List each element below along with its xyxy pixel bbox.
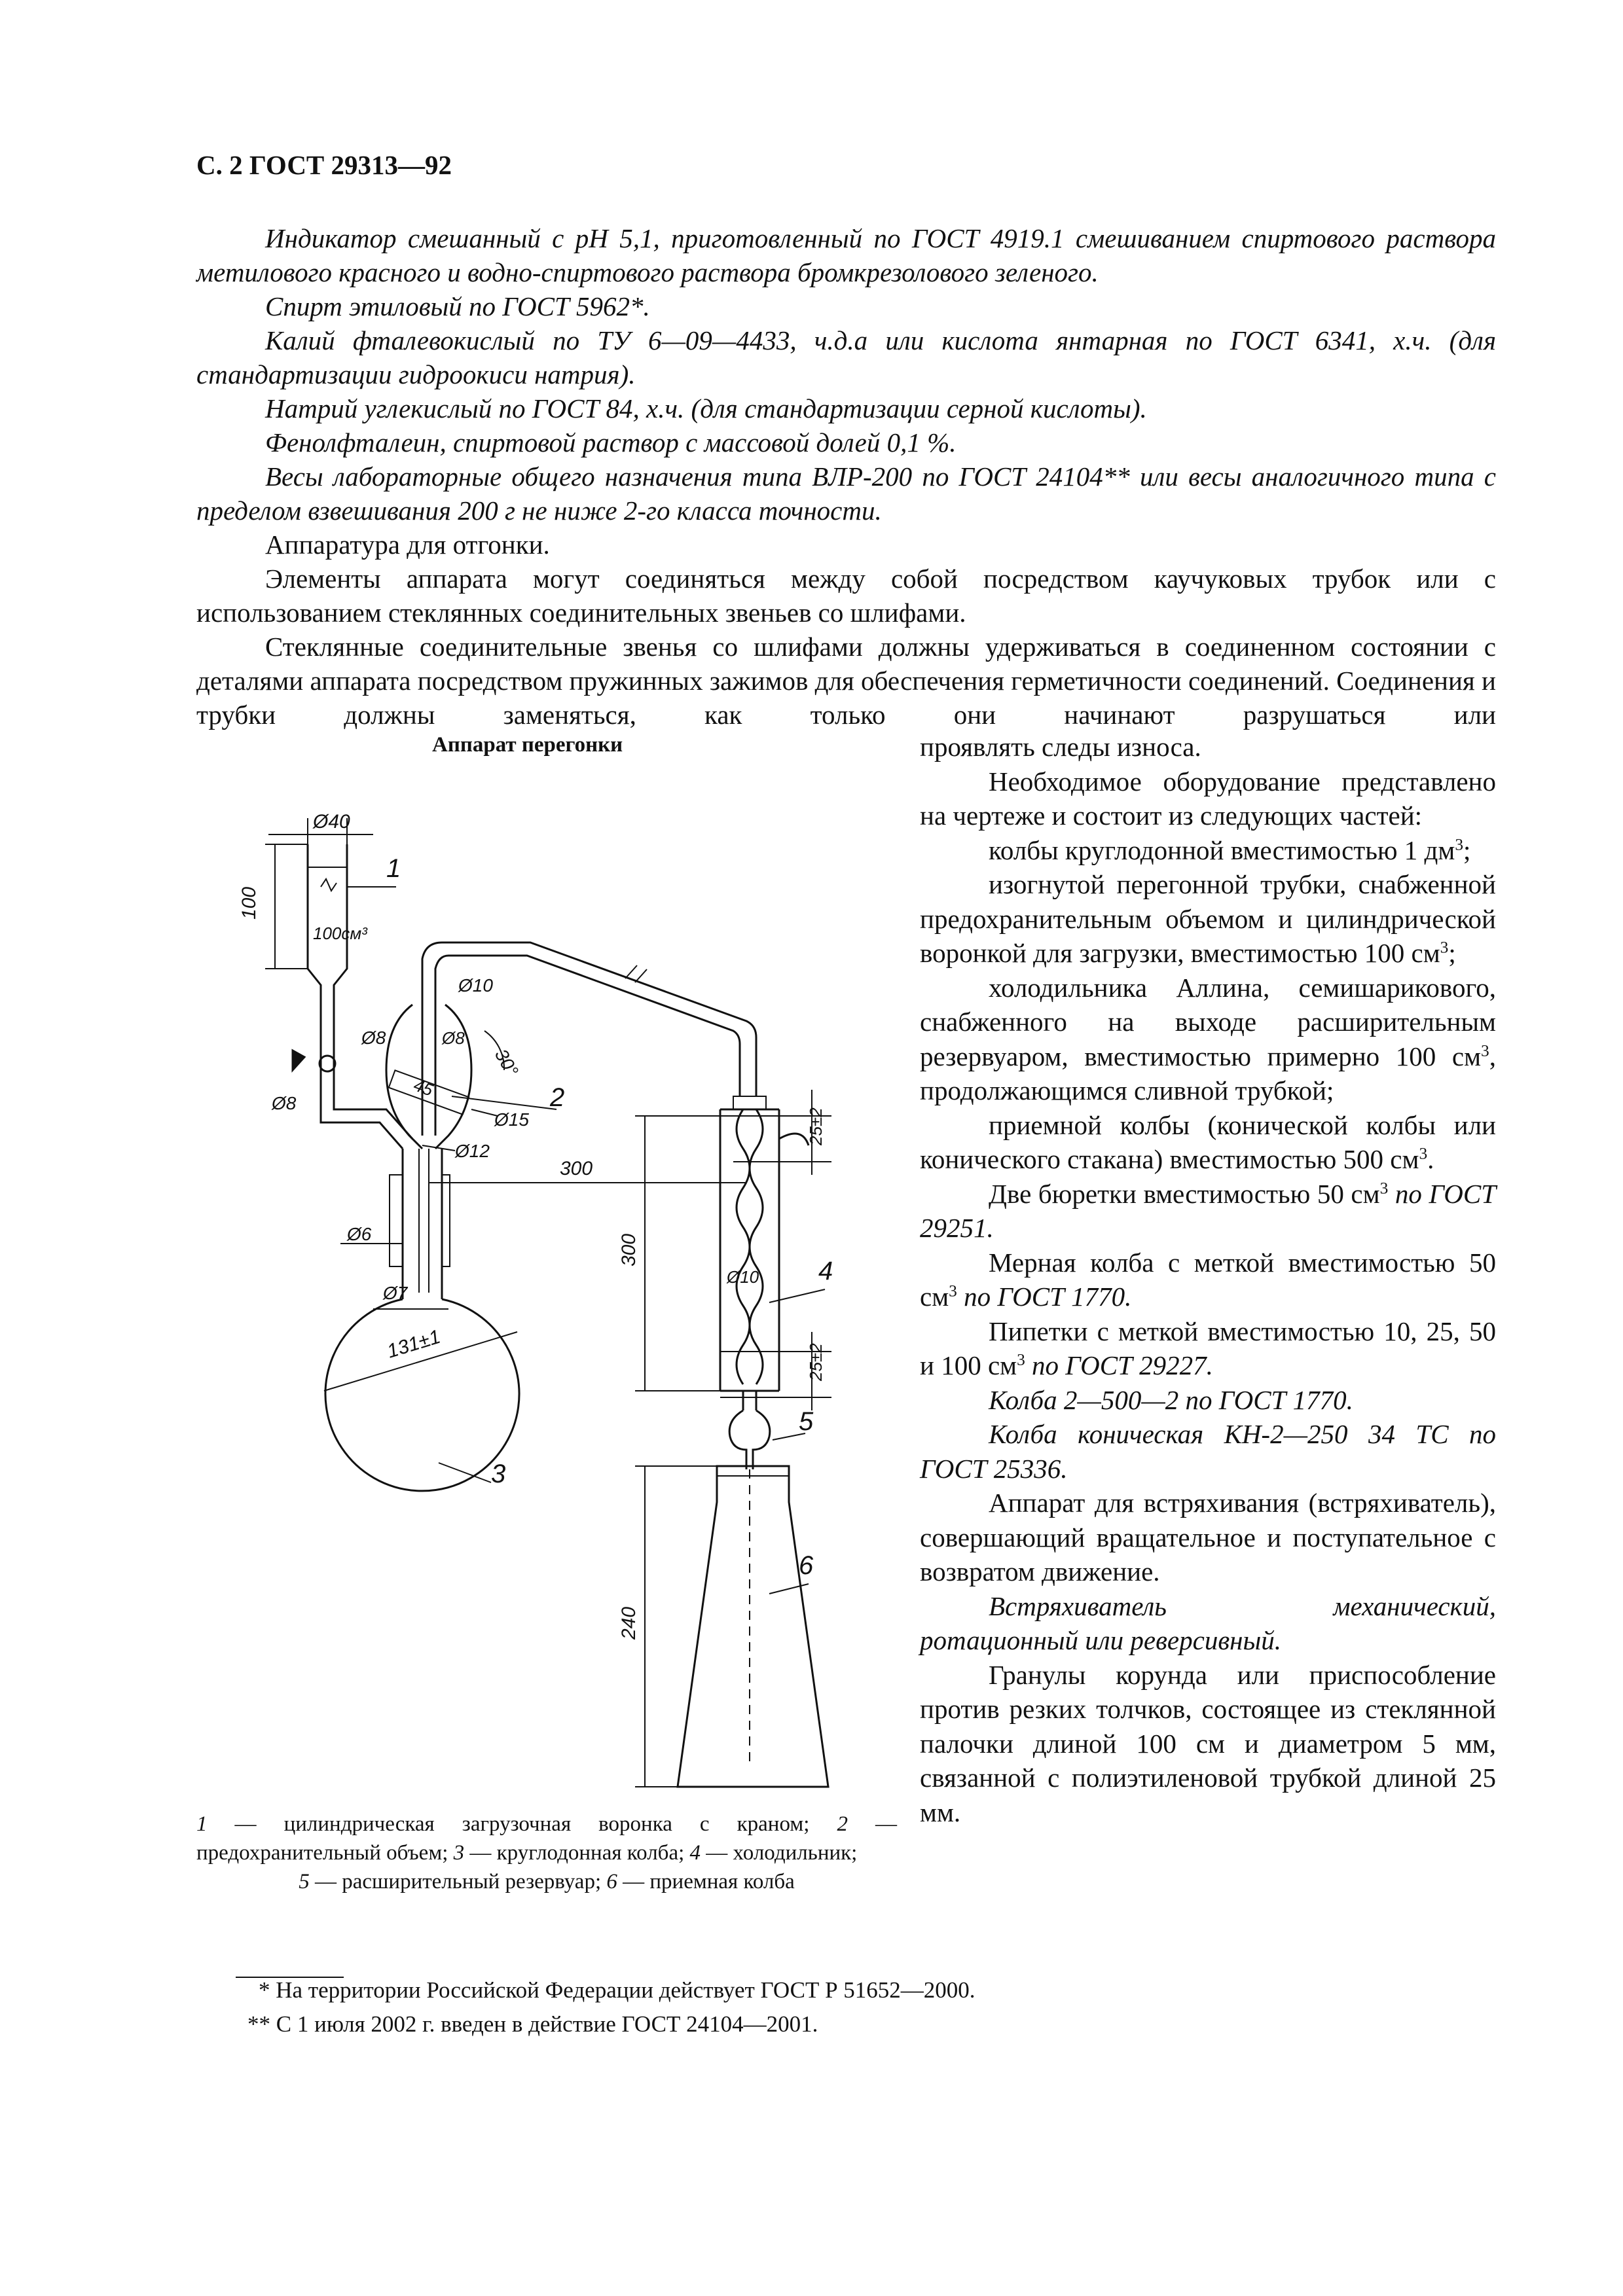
dim-d10-condenser: Ø10 <box>727 1267 759 1287</box>
caption-line-3 <box>196 1867 897 1896</box>
label-6: 6 <box>799 1551 814 1580</box>
paragraph-phenolphthalein: Фенолфталеин, спиртовой раствор с массовой долей 0,1 %. <box>265 427 957 457</box>
caption-text-3: — круглодонная колба; <box>464 1841 690 1865</box>
rc-wear: проявлять следы износа. <box>920 732 1201 762</box>
caption-num-3: 3 <box>453 1841 465 1865</box>
label-volume: 100см³ <box>313 924 367 943</box>
safety-volume <box>386 1005 471 1149</box>
dim-d8-top: Ø8 <box>361 1028 386 1048</box>
dim-angle: 30° <box>490 1045 522 1080</box>
rc-burettes: Две бюретки вместимостью 50 $см^3$ по ГОСТ 29251. <box>920 1178 1496 1243</box>
dim-d40: Ø40 <box>313 811 350 833</box>
rc-mechanical-shaker: Встряхиватель механический, ротационный или реверсивный. <box>920 1590 1496 1655</box>
caption-text-4: — холодильник; <box>701 1841 858 1865</box>
paragraph-potassium-phthalate: Калий фталевокислый по ТУ 6—09—4433, ч.д.а или кислота янтарная по ГОСТ 6341, х.ч. (для стандартизации гидроокиси натрия). <box>196 325 1496 389</box>
footnote-2: ** С 1 июля 2002 г. введен в действие ГОСТ 24104—2001. <box>247 2011 818 2037</box>
caption-num-1: 1 <box>196 1812 208 1836</box>
distillation-apparatus-diagram <box>216 782 910 1790</box>
rc-flask-2-500: Колба 2—500—2 по ГОСТ 1770. <box>989 1384 1353 1415</box>
page-header: С. 2 ГОСТ 29313—92 <box>196 150 452 180</box>
paragraph-scales: Весы лабораторные общего назначения типа ВЛР-200 по ГОСТ 24104** или весы аналогичного типа с пределом взвешивания 200 г не ниже 2-го класса точности. <box>196 461 1496 526</box>
dim-25-top: 25±2 <box>806 1107 826 1145</box>
dim-d12: Ø12 <box>455 1141 490 1161</box>
dim-25-bottom: 25±2 <box>806 1343 826 1381</box>
paragraph-glass-joints: Стеклянные соединительные звенья со шлифами должны удерживаться в соединенном состоянии с деталями аппарата посредством пружинных зажимов для обеспечения герметичности соединений. Соединения и трубки должны заменяться, как только они начинают разрушаться или <box>196 632 1496 730</box>
dim-d8-inner: Ø8 <box>442 1028 465 1048</box>
dim-240: 240 <box>618 1606 640 1640</box>
caption-text-5: — расширительный резервуар; <box>309 1870 607 1893</box>
figure-title: Аппарат перегонки <box>432 733 623 757</box>
dim-d131: 131±1 <box>384 1325 443 1363</box>
dim-d6: Ø6 <box>347 1224 372 1244</box>
caption-num-6: 6 <box>606 1870 617 1893</box>
rc-equipment: Необходимое оборудование представлено на чертеже и состоит из следующих частей: <box>920 766 1496 831</box>
caption-num-4: 4 <box>689 1841 701 1865</box>
paragraph-ethanol: Спирт этиловый по ГОСТ 5962*. <box>265 291 650 321</box>
dim-d8-left: Ø8 <box>272 1093 297 1113</box>
allihn-condenser <box>720 1096 809 1410</box>
rc-pipettes: Пипетки с меткой вместимостью 10, 25, 50 и 100 $см^3$ по ГОСТ 29227. <box>920 1316 1496 1380</box>
rc-round-flask: колбы круглодонной вместимостью 1 $дм^3$; <box>989 834 1471 865</box>
dim-d10: Ø10 <box>458 975 493 996</box>
caption-num-5: 5 <box>299 1870 310 1893</box>
dim-300-vertical: 300 <box>618 1233 640 1266</box>
right-column <box>920 730 1496 1829</box>
dim-300-horizontal: 300 <box>560 1158 593 1179</box>
dim-d7: Ø7 <box>383 1283 408 1303</box>
footnotes <box>196 1973 976 2041</box>
caption-text-1: — цилиндрическая загрузочная воронка с краном; <box>207 1812 837 1836</box>
label-1: 1 <box>386 854 401 883</box>
caption-num-2: 2 <box>837 1812 848 1836</box>
label-4: 4 <box>818 1257 833 1285</box>
rc-corundum: Гранулы корунда или приспособление против резких толчков, состоящее из стеклянной палочки длиной 100 см и диаметром 5 мм, связанной с полиэтиленовой трубкой длиной 25 мм. <box>920 1659 1496 1827</box>
paragraph-elements: Элементы аппарата могут соединяться между собой посредством каучуковых трубок или с использованием стеклянных соединительных звеньев со шлифами. <box>196 564 1496 628</box>
rc-volumetric-flask: Мерная колба с меткой вместимостью 50 $см^3$ по ГОСТ 1770. <box>920 1247 1496 1312</box>
rc-conical-flask: Колба коническая КН-2—250 34 ТС по ГОСТ 25336. <box>920 1419 1496 1484</box>
rc-distillation-tube: изогнутой перегонной трубки, снабженной предохранительным объемом и цилиндрической воронкой для загрузки, вместимостью 100 $см^3$; <box>920 869 1496 968</box>
rc-receiving-flask: приемной колбы (конической колбы или конического стакана) вместимостью 500 $см^3$. <box>920 1109 1496 1174</box>
paragraph-apparatus: Аппаратура для отгонки. <box>265 529 550 560</box>
caption-text-6: — приемная колба <box>617 1870 795 1893</box>
label-5: 5 <box>799 1407 814 1436</box>
body-text <box>196 221 1496 732</box>
footnote-1: * На территории Российской Федерации действует ГОСТ Р 51652—2000. <box>259 1977 976 2003</box>
caption-text-2: — предохранительный объем; <box>196 1812 898 1865</box>
dim-d15: Ø15 <box>494 1109 529 1130</box>
rc-shaker: Аппарат для встряхивания (встряхиватель), совершающий вращательное и поступательное с возвратом движение. <box>920 1488 1496 1587</box>
label-3: 3 <box>491 1460 506 1488</box>
dim-h100: 100 <box>238 886 260 920</box>
loading-funnel <box>293 844 347 1096</box>
paragraph-sodium-carbonate: Натрий углекислый по ГОСТ 84, х.ч. (для стандартизации серной кислоты). <box>265 393 1147 423</box>
rc-condenser: холодильника Аллина, семишарикового, снабженного на выходе расширительным резервуаром, вместимостью примерно 100 $см^3$, продолжающимся сливной трубкой; <box>920 972 1496 1105</box>
figure-caption <box>196 1810 897 1896</box>
dim-45: 45 <box>410 1075 436 1100</box>
paragraph-indicator: Индикатор смешанный с рН 5,1, приготовленный по ГОСТ 4919.1 смешиванием спиртового раствора метилового красного и водно-спиртового раствора бромкрезолового зеленого. <box>196 223 1496 287</box>
label-2: 2 <box>550 1083 565 1112</box>
